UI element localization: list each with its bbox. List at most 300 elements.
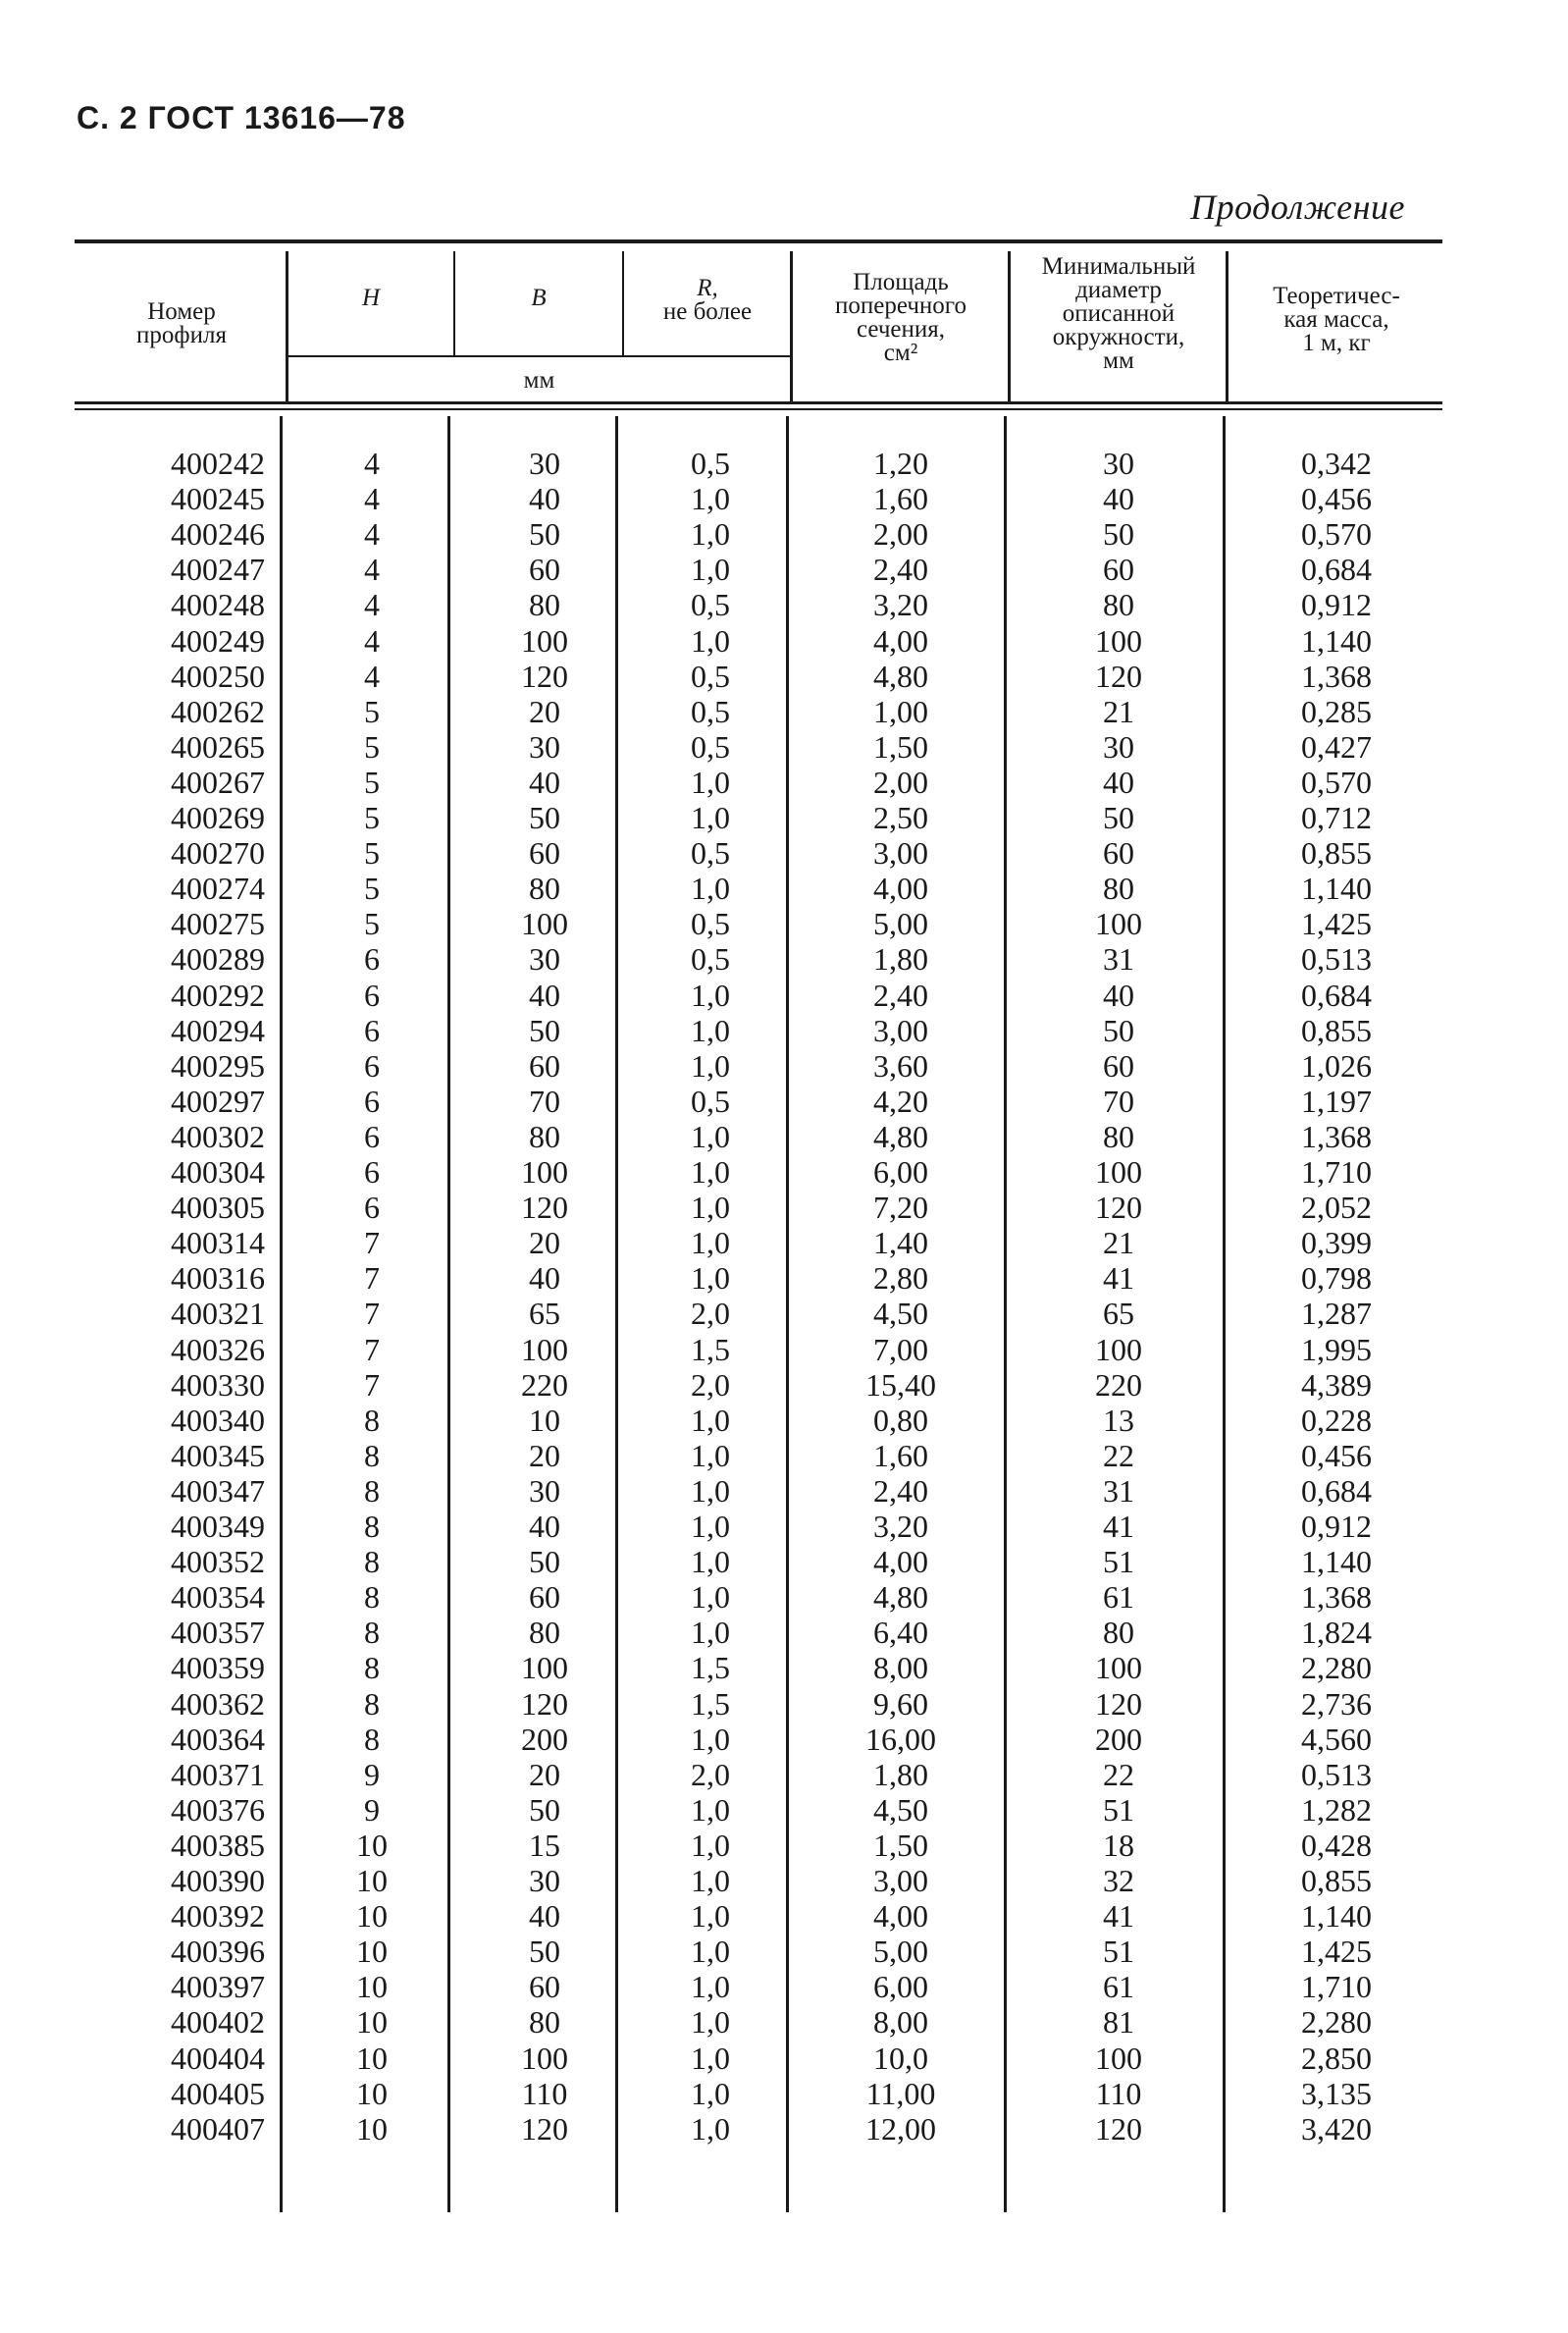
mass-cell: 0,684 bbox=[1301, 977, 1372, 1013]
continuation-label: Продолжение bbox=[1190, 187, 1405, 227]
b-cell: 20 bbox=[529, 693, 560, 729]
mass-cell: 0,513 bbox=[1301, 941, 1372, 978]
b-cell: 60 bbox=[529, 1579, 560, 1616]
b-cell: 50 bbox=[529, 1012, 560, 1048]
r-cell: 1,5 bbox=[691, 1331, 730, 1367]
r-cell: 1,0 bbox=[691, 1190, 730, 1226]
diameter-cell: 100 bbox=[1095, 1154, 1142, 1190]
mass-cell: 2,736 bbox=[1301, 1685, 1372, 1722]
table-row bbox=[0, 1260, 1568, 1296]
diameter-cell: 120 bbox=[1095, 2110, 1142, 2147]
diameter-cell: 80 bbox=[1103, 1118, 1134, 1154]
profile-number-cell: 400402 bbox=[171, 2004, 265, 2041]
table-row bbox=[0, 1296, 1568, 1331]
b-cell: 80 bbox=[529, 587, 560, 623]
table-row bbox=[0, 1048, 1568, 1084]
h-cell: 10 bbox=[356, 1969, 388, 2005]
mass-cell: 0,456 bbox=[1301, 481, 1372, 517]
area-cell: 2,50 bbox=[873, 800, 928, 835]
area-cell: 11,00 bbox=[865, 2075, 936, 2111]
r-cell: 1,0 bbox=[691, 1472, 730, 1509]
mass-cell: 1,140 bbox=[1301, 1898, 1372, 1935]
diameter-cell: 120 bbox=[1095, 1190, 1142, 1226]
r-cell: 0,5 bbox=[691, 906, 730, 942]
r-cell: 0,5 bbox=[691, 835, 730, 872]
mass-cell: 1,425 bbox=[1301, 1934, 1372, 1970]
h-cell: 8 bbox=[364, 1437, 380, 1473]
table-row bbox=[0, 1154, 1568, 1190]
profile-number-cell: 400371 bbox=[171, 1756, 265, 1792]
area-cell: 1,80 bbox=[873, 1756, 928, 1792]
area-cell: 1,50 bbox=[873, 1827, 928, 1863]
r-cell: 0,5 bbox=[691, 1083, 730, 1119]
h-cell: 9 bbox=[364, 1756, 380, 1792]
table-row bbox=[0, 1969, 1568, 2004]
b-cell: 120 bbox=[521, 658, 568, 694]
profile-number-cell: 400326 bbox=[171, 1331, 265, 1367]
mass-cell: 2,280 bbox=[1301, 1650, 1372, 1686]
r-cell: 1,0 bbox=[691, 764, 730, 800]
b-cell: 60 bbox=[529, 552, 560, 588]
r-cell: 1,5 bbox=[691, 1685, 730, 1722]
r-cell: 1,0 bbox=[691, 1509, 730, 1544]
area-cell: 12,00 bbox=[865, 2110, 936, 2147]
profile-number-cell: 400270 bbox=[171, 835, 265, 872]
mass-cell: 1,710 bbox=[1301, 1969, 1372, 2005]
h-cell: 4 bbox=[364, 446, 380, 481]
diameter-cell: 22 bbox=[1103, 1756, 1134, 1792]
h-cell: 8 bbox=[364, 1721, 380, 1757]
mm-unit-rule bbox=[288, 355, 793, 357]
table-row bbox=[0, 1615, 1568, 1650]
diameter-cell: 60 bbox=[1103, 552, 1134, 588]
table-row bbox=[0, 2076, 1568, 2111]
profile-number-cell: 400250 bbox=[171, 658, 265, 694]
b-cell: 40 bbox=[529, 1898, 560, 1935]
r-cell: 1,0 bbox=[691, 622, 730, 659]
profile-number-cell: 400362 bbox=[171, 1685, 265, 1722]
profile-number-cell: 400359 bbox=[171, 1650, 265, 1686]
h-cell: 6 bbox=[364, 1012, 380, 1048]
header-bottom-rule bbox=[75, 401, 1442, 404]
h-cell: 9 bbox=[364, 1791, 380, 1828]
area-cell: 3,00 bbox=[873, 1863, 928, 1898]
table-row bbox=[0, 800, 1568, 835]
diameter-cell: 51 bbox=[1103, 1791, 1134, 1828]
area-cell: 3,20 bbox=[873, 587, 928, 623]
area-cell: 3,60 bbox=[873, 1047, 928, 1084]
profile-number-cell: 400246 bbox=[171, 516, 265, 553]
h-cell: 7 bbox=[364, 1296, 380, 1332]
table-row bbox=[0, 1013, 1568, 1048]
table-row bbox=[0, 1473, 1568, 1509]
diameter-cell: 200 bbox=[1095, 1721, 1142, 1757]
b-cell: 30 bbox=[529, 1472, 560, 1509]
diameter-cell: 21 bbox=[1103, 1225, 1134, 1261]
mass-cell: 1,287 bbox=[1301, 1296, 1372, 1332]
mass-cell: 1,140 bbox=[1301, 871, 1372, 907]
b-cell: 20 bbox=[529, 1225, 560, 1261]
profile-number-cell: 400321 bbox=[171, 1296, 265, 1332]
diameter-cell: 70 bbox=[1103, 1083, 1134, 1119]
header-r: R, не более bbox=[662, 275, 753, 325]
mass-cell: 1,824 bbox=[1301, 1615, 1372, 1651]
b-cell: 100 bbox=[521, 1650, 568, 1686]
diameter-cell: 51 bbox=[1103, 1544, 1134, 1580]
table-row bbox=[0, 1509, 1568, 1544]
mass-cell: 1,140 bbox=[1301, 622, 1372, 659]
area-cell: 0,80 bbox=[873, 1402, 928, 1438]
profile-number-cell: 400405 bbox=[171, 2075, 265, 2111]
diameter-cell: 31 bbox=[1103, 1472, 1134, 1509]
r-cell: 1,0 bbox=[691, 1615, 730, 1651]
h-cell: 6 bbox=[364, 1047, 380, 1084]
r-cell: 1,0 bbox=[691, 1118, 730, 1154]
profile-number-cell: 400364 bbox=[171, 1721, 265, 1757]
diameter-cell: 50 bbox=[1103, 800, 1134, 835]
r-cell: 1,0 bbox=[691, 1969, 730, 2005]
area-cell: 3,20 bbox=[873, 1509, 928, 1544]
table-row bbox=[0, 1544, 1568, 1579]
h-cell: 6 bbox=[364, 1118, 380, 1154]
area-cell: 2,40 bbox=[873, 552, 928, 588]
h-cell: 8 bbox=[364, 1402, 380, 1438]
diameter-cell: 40 bbox=[1103, 764, 1134, 800]
diameter-cell: 60 bbox=[1103, 835, 1134, 872]
r-cell: 1,0 bbox=[691, 1402, 730, 1438]
diameter-cell: 30 bbox=[1103, 446, 1134, 481]
area-cell: 1,60 bbox=[873, 481, 928, 517]
mass-cell: 0,855 bbox=[1301, 1863, 1372, 1898]
b-cell: 20 bbox=[529, 1437, 560, 1473]
b-cell: 100 bbox=[521, 2040, 568, 2076]
profile-number-cell: 400316 bbox=[171, 1260, 265, 1297]
b-cell: 40 bbox=[529, 481, 560, 517]
table-row bbox=[0, 1119, 1568, 1154]
diameter-cell: 13 bbox=[1103, 1402, 1134, 1438]
table-row bbox=[0, 694, 1568, 729]
table-row bbox=[0, 1828, 1568, 1863]
mass-cell: 0,684 bbox=[1301, 1472, 1372, 1509]
table-row bbox=[0, 871, 1568, 906]
area-cell: 8,00 bbox=[873, 2004, 928, 2041]
table-row bbox=[0, 2004, 1568, 2040]
header-unit-mm: мм bbox=[523, 367, 555, 394]
r-cell: 1,0 bbox=[691, 1225, 730, 1261]
mass-cell: 2,052 bbox=[1301, 1190, 1372, 1226]
r-cell: 1,5 bbox=[691, 1650, 730, 1686]
mass-cell: 1,995 bbox=[1301, 1331, 1372, 1367]
profile-number-cell: 400390 bbox=[171, 1863, 265, 1898]
h-cell: 7 bbox=[364, 1225, 380, 1261]
b-cell: 120 bbox=[521, 1685, 568, 1722]
area-cell: 2,80 bbox=[873, 1260, 928, 1297]
h-cell: 5 bbox=[364, 728, 380, 765]
area-cell: 4,80 bbox=[873, 658, 928, 694]
mass-cell: 0,684 bbox=[1301, 552, 1372, 588]
area-cell: 4,80 bbox=[873, 1579, 928, 1616]
b-cell: 65 bbox=[529, 1296, 560, 1332]
b-cell: 40 bbox=[529, 1509, 560, 1544]
area-cell: 6,00 bbox=[873, 1154, 928, 1190]
header-bottom-rule-2 bbox=[75, 408, 1442, 410]
r-cell: 1,0 bbox=[691, 871, 730, 907]
b-cell: 15 bbox=[529, 1827, 560, 1863]
h-cell: 4 bbox=[364, 552, 380, 588]
table-row bbox=[0, 1332, 1568, 1367]
profile-number-cell: 400274 bbox=[171, 871, 265, 907]
diameter-cell: 22 bbox=[1103, 1437, 1134, 1473]
mass-cell: 0,285 bbox=[1301, 693, 1372, 729]
diameter-cell: 110 bbox=[1095, 2075, 1142, 2111]
table-row bbox=[0, 2111, 1568, 2147]
mass-cell: 0,428 bbox=[1301, 1827, 1372, 1863]
b-cell: 120 bbox=[521, 2110, 568, 2147]
b-cell: 50 bbox=[529, 1934, 560, 1970]
r-cell: 2,0 bbox=[691, 1366, 730, 1403]
table-row bbox=[0, 1579, 1568, 1615]
diameter-cell: 31 bbox=[1103, 941, 1134, 978]
diameter-cell: 41 bbox=[1103, 1260, 1134, 1297]
area-cell: 2,40 bbox=[873, 977, 928, 1013]
b-cell: 20 bbox=[529, 1756, 560, 1792]
table-row bbox=[0, 659, 1568, 694]
h-cell: 5 bbox=[364, 835, 380, 872]
h-cell: 10 bbox=[356, 2004, 388, 2041]
h-cell: 7 bbox=[364, 1331, 380, 1367]
h-cell: 10 bbox=[356, 2040, 388, 2076]
area-cell: 8,00 bbox=[873, 1650, 928, 1686]
r-cell: 1,0 bbox=[691, 800, 730, 835]
profile-number-cell: 400295 bbox=[171, 1047, 265, 1084]
b-cell: 40 bbox=[529, 977, 560, 1013]
profile-number-cell: 400396 bbox=[171, 1934, 265, 1970]
b-cell: 40 bbox=[529, 764, 560, 800]
area-cell: 4,00 bbox=[873, 622, 928, 659]
area-cell: 4,00 bbox=[873, 1898, 928, 1935]
table-row bbox=[0, 587, 1568, 622]
profile-number-cell: 400245 bbox=[171, 481, 265, 517]
table-row bbox=[0, 978, 1568, 1013]
b-cell: 50 bbox=[529, 800, 560, 835]
mass-cell: 1,710 bbox=[1301, 1154, 1372, 1190]
profile-number-cell: 400249 bbox=[171, 622, 265, 659]
mass-cell: 0,427 bbox=[1301, 728, 1372, 765]
page-title: С. 2 ГОСТ 13616—78 bbox=[77, 100, 406, 135]
h-cell: 4 bbox=[364, 516, 380, 553]
mass-cell: 0,855 bbox=[1301, 1012, 1372, 1048]
h-cell: 4 bbox=[364, 481, 380, 517]
area-cell: 4,50 bbox=[873, 1296, 928, 1332]
b-cell: 40 bbox=[529, 1260, 560, 1297]
mass-cell: 1,026 bbox=[1301, 1047, 1372, 1084]
mass-cell: 1,368 bbox=[1301, 658, 1372, 694]
mass-cell: 3,135 bbox=[1301, 2075, 1372, 2111]
b-cell: 80 bbox=[529, 871, 560, 907]
diameter-cell: 80 bbox=[1103, 1615, 1134, 1651]
profile-number-cell: 400347 bbox=[171, 1472, 265, 1509]
b-cell: 50 bbox=[529, 1544, 560, 1580]
header-area: Площадь поперечного сечения, см² bbox=[835, 269, 967, 366]
mass-cell: 0,798 bbox=[1301, 1260, 1372, 1297]
table-row bbox=[0, 1934, 1568, 1969]
r-cell: 1,0 bbox=[691, 1898, 730, 1935]
table-top-rule bbox=[75, 239, 1442, 243]
diameter-cell: 81 bbox=[1103, 2004, 1134, 2041]
table-row bbox=[0, 446, 1568, 481]
h-cell: 5 bbox=[364, 800, 380, 835]
table-row bbox=[0, 481, 1568, 516]
h-cell: 6 bbox=[364, 977, 380, 1013]
area-cell: 4,20 bbox=[873, 1083, 928, 1119]
profile-number-cell: 400314 bbox=[171, 1225, 265, 1261]
h-cell: 5 bbox=[364, 764, 380, 800]
diameter-cell: 220 bbox=[1095, 1366, 1142, 1403]
mass-cell: 0,570 bbox=[1301, 516, 1372, 553]
h-cell: 10 bbox=[356, 1898, 388, 1935]
area-cell: 3,00 bbox=[873, 835, 928, 872]
mass-cell: 0,399 bbox=[1301, 1225, 1372, 1261]
table-row bbox=[0, 1650, 1568, 1685]
table-row bbox=[0, 1367, 1568, 1403]
mass-cell: 1,368 bbox=[1301, 1118, 1372, 1154]
mass-cell: 0,912 bbox=[1301, 587, 1372, 623]
b-cell: 120 bbox=[521, 1190, 568, 1226]
profile-number-cell: 400330 bbox=[171, 1366, 265, 1403]
profile-number-cell: 400407 bbox=[171, 2110, 265, 2147]
table-row bbox=[0, 765, 1568, 800]
h-cell: 6 bbox=[364, 1154, 380, 1190]
h-cell: 8 bbox=[364, 1544, 380, 1580]
area-cell: 5,00 bbox=[873, 1934, 928, 1970]
profile-number-cell: 400305 bbox=[171, 1190, 265, 1226]
profile-number-cell: 400294 bbox=[171, 1012, 265, 1048]
mass-cell: 0,342 bbox=[1301, 446, 1372, 481]
header-mass: Теоретичес- кая масса, 1 м, кг bbox=[1273, 283, 1400, 356]
profile-number-cell: 400352 bbox=[171, 1544, 265, 1580]
b-cell: 100 bbox=[521, 1331, 568, 1367]
mass-cell: 1,425 bbox=[1301, 906, 1372, 942]
profile-number-cell: 400289 bbox=[171, 941, 265, 978]
table-row bbox=[0, 1190, 1568, 1225]
mass-cell: 0,228 bbox=[1301, 1402, 1372, 1438]
area-cell: 5,00 bbox=[873, 906, 928, 942]
b-cell: 80 bbox=[529, 1118, 560, 1154]
mass-cell: 0,570 bbox=[1301, 764, 1372, 800]
h-cell: 5 bbox=[364, 693, 380, 729]
profile-number-cell: 400262 bbox=[171, 693, 265, 729]
h-cell: 8 bbox=[364, 1685, 380, 1722]
h-cell: 10 bbox=[356, 2110, 388, 2147]
b-cell: 100 bbox=[521, 622, 568, 659]
h-cell: 7 bbox=[364, 1260, 380, 1297]
b-cell: 30 bbox=[529, 446, 560, 481]
diameter-cell: 60 bbox=[1103, 1047, 1134, 1084]
diameter-cell: 40 bbox=[1103, 977, 1134, 1013]
r-cell: 1,0 bbox=[691, 2040, 730, 2076]
h-cell: 6 bbox=[364, 1190, 380, 1226]
r-cell: 1,0 bbox=[691, 481, 730, 517]
diameter-cell: 61 bbox=[1103, 1579, 1134, 1616]
r-cell: 0,5 bbox=[691, 941, 730, 978]
profile-number-cell: 400292 bbox=[171, 977, 265, 1013]
table-row bbox=[0, 2041, 1568, 2076]
diameter-cell: 120 bbox=[1095, 658, 1142, 694]
b-cell: 60 bbox=[529, 1969, 560, 2005]
area-cell: 4,50 bbox=[873, 1791, 928, 1828]
table-row bbox=[0, 1792, 1568, 1828]
r-cell: 0,5 bbox=[691, 587, 730, 623]
profile-number-cell: 400392 bbox=[171, 1898, 265, 1935]
table-row bbox=[0, 623, 1568, 659]
h-cell: 8 bbox=[364, 1509, 380, 1544]
h-cell: 5 bbox=[364, 871, 380, 907]
diameter-cell: 30 bbox=[1103, 728, 1134, 765]
b-cell: 50 bbox=[529, 516, 560, 553]
b-cell: 100 bbox=[521, 906, 568, 942]
table-row bbox=[0, 1225, 1568, 1260]
r-cell: 0,5 bbox=[691, 693, 730, 729]
diameter-cell: 32 bbox=[1103, 1863, 1134, 1898]
h-cell: 8 bbox=[364, 1650, 380, 1686]
diameter-cell: 18 bbox=[1103, 1827, 1134, 1863]
h-cell: 6 bbox=[364, 941, 380, 978]
profile-number-cell: 400354 bbox=[171, 1579, 265, 1616]
b-cell: 200 bbox=[521, 1721, 568, 1757]
area-cell: 4,80 bbox=[873, 1118, 928, 1154]
b-cell: 50 bbox=[529, 1791, 560, 1828]
profile-number-cell: 400376 bbox=[171, 1791, 265, 1828]
r-cell: 0,5 bbox=[691, 658, 730, 694]
r-cell: 1,0 bbox=[691, 1579, 730, 1616]
table-row bbox=[0, 552, 1568, 587]
b-cell: 60 bbox=[529, 835, 560, 872]
area-cell: 7,00 bbox=[873, 1331, 928, 1367]
b-cell: 70 bbox=[529, 1083, 560, 1119]
r-cell: 1,0 bbox=[691, 977, 730, 1013]
b-cell: 30 bbox=[529, 728, 560, 765]
area-cell: 4,00 bbox=[873, 871, 928, 907]
diameter-cell: 80 bbox=[1103, 587, 1134, 623]
r-cell: 1,0 bbox=[691, 1012, 730, 1048]
b-cell: 110 bbox=[521, 2075, 568, 2111]
r-cell: 1,0 bbox=[691, 1260, 730, 1297]
h-cell: 8 bbox=[364, 1579, 380, 1616]
area-cell: 9,60 bbox=[873, 1685, 928, 1722]
area-cell: 1,40 bbox=[873, 1225, 928, 1261]
r-cell: 1,0 bbox=[691, 1791, 730, 1828]
r-cell: 1,0 bbox=[691, 516, 730, 553]
profile-number-cell: 400385 bbox=[171, 1827, 265, 1863]
mass-cell: 2,280 bbox=[1301, 2004, 1372, 2041]
diameter-cell: 41 bbox=[1103, 1509, 1134, 1544]
mass-cell: 1,140 bbox=[1301, 1544, 1372, 1580]
header-diameter: Минимальный диаметр описанной окружности, мм bbox=[1041, 253, 1196, 374]
profile-number-cell: 400248 bbox=[171, 587, 265, 623]
diameter-cell: 51 bbox=[1103, 1934, 1134, 1970]
area-cell: 1,60 bbox=[873, 1437, 928, 1473]
r-cell: 0,5 bbox=[691, 728, 730, 765]
r-cell: 1,0 bbox=[691, 1544, 730, 1580]
h-cell: 10 bbox=[356, 1827, 388, 1863]
diameter-cell: 65 bbox=[1103, 1296, 1134, 1332]
b-cell: 30 bbox=[529, 1863, 560, 1898]
mass-cell: 3,420 bbox=[1301, 2110, 1372, 2147]
r-cell: 1,0 bbox=[691, 2004, 730, 2041]
h-cell: 4 bbox=[364, 587, 380, 623]
area-cell: 10,0 bbox=[873, 2040, 928, 2076]
r-cell: 1,0 bbox=[691, 1721, 730, 1757]
